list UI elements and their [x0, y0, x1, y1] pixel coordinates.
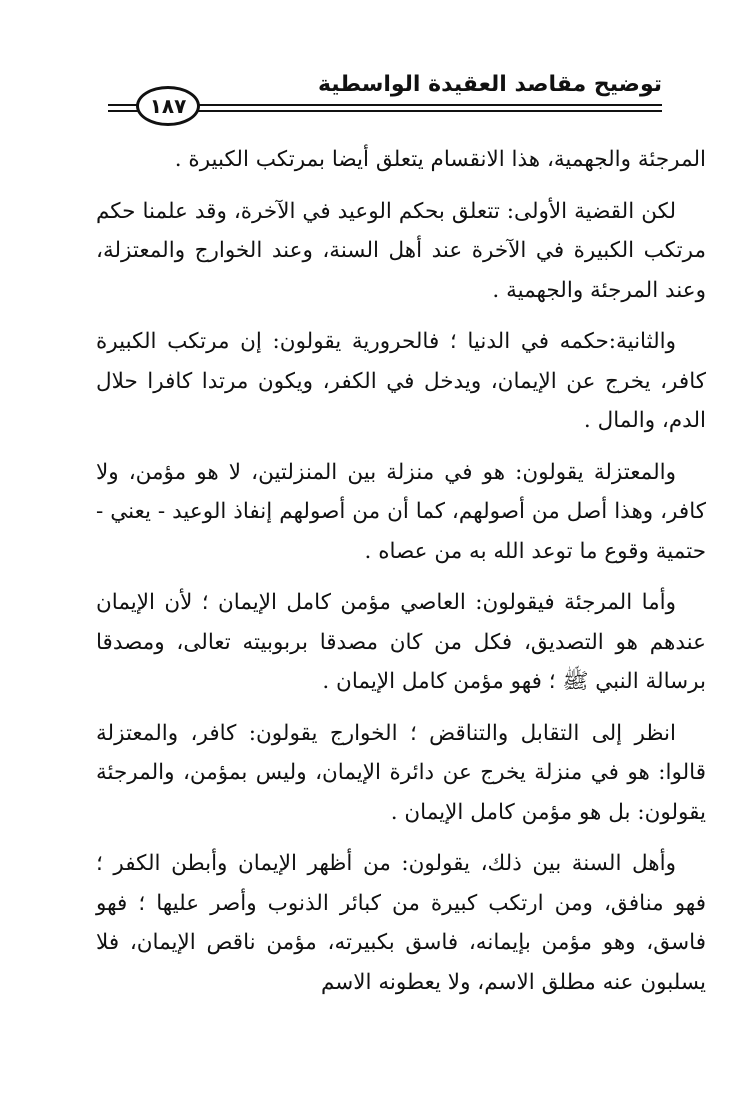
running-header-title: توضيح مقاصد العقيدة الواسطية — [317, 72, 662, 97]
header-rule-bottom — [196, 110, 662, 112]
paragraph: انظر إلى التقابل والتناقض ؛ الخوارج يقولون: كافر، والمعتزلة قالوا: هو في منزلة يخرج عن دائرة الإيمان، وليس بمؤمن، والمرجئة يقولون: بل هو مؤمن كامل الإيمان . — [96, 720, 706, 825]
page-body — [96, 140, 706, 1014]
paragraph: وأهل السنة بين ذلك، يقولون: من أظهر الإيمان وأبطن الكفر ؛ فهو منافق، ومن ارتكب كبيرة من كبائر الذنوب وأصر عليها ؛ فهو فاسق، وهو مؤمن بإيمانه، فاسق بكبيرته، مؤمن ناقص الإيمان، فلا يسلبون عنه مطلق الاسم، ولا يعطونه الاسم — [96, 851, 706, 995]
paragraph: المرجئة والجهمية، هذا الانقسام يتعلق أيضا بمرتكب الكبيرة . — [174, 147, 706, 172]
paragraph: والمعتزلة يقولون: هو في منزلة بين المنزلتين، لا هو مؤمن، ولا كافر، وهذا أصل من أصولهم، كما أن من أصولهم إنفاذ الوعيد - يعني - حتمية وقوع ما توعد الله به من عصاه . — [96, 459, 706, 564]
header-rule-left-bottom — [108, 110, 140, 112]
paragraph: لكن القضية الأولى: تتعلق بحكم الوعيد في الآخرة، وقد علمنا حكم مرتكب الكبيرة في الآخرة عند أهل السنة، وعند الخوارج والمعتزلة، وعند المرجئة والجهمية . — [96, 198, 706, 303]
page-number-badge — [136, 86, 200, 126]
paragraph: وأما المرجئة فيقولون: العاصي مؤمن كامل الإيمان ؛ لأن الإيمان عندهم هو التصديق، فكل من كان مصدقا بربوبيته تعالى، ومصدقا برسالة النبي ﷺ ؛ فهو مؤمن كامل الإيمان . — [96, 590, 706, 694]
page-number: ١٨٧ — [149, 94, 187, 118]
paragraph: والثانية:حكمه في الدنيا ؛ فالحرورية يقولون: إن مرتكب الكبيرة كافر، يخرج عن الإيمان، ويدخل في الكفر، ويكون مرتدا كافرا حلال الدم، والمال . — [96, 329, 706, 433]
header-rule-top — [196, 104, 662, 106]
